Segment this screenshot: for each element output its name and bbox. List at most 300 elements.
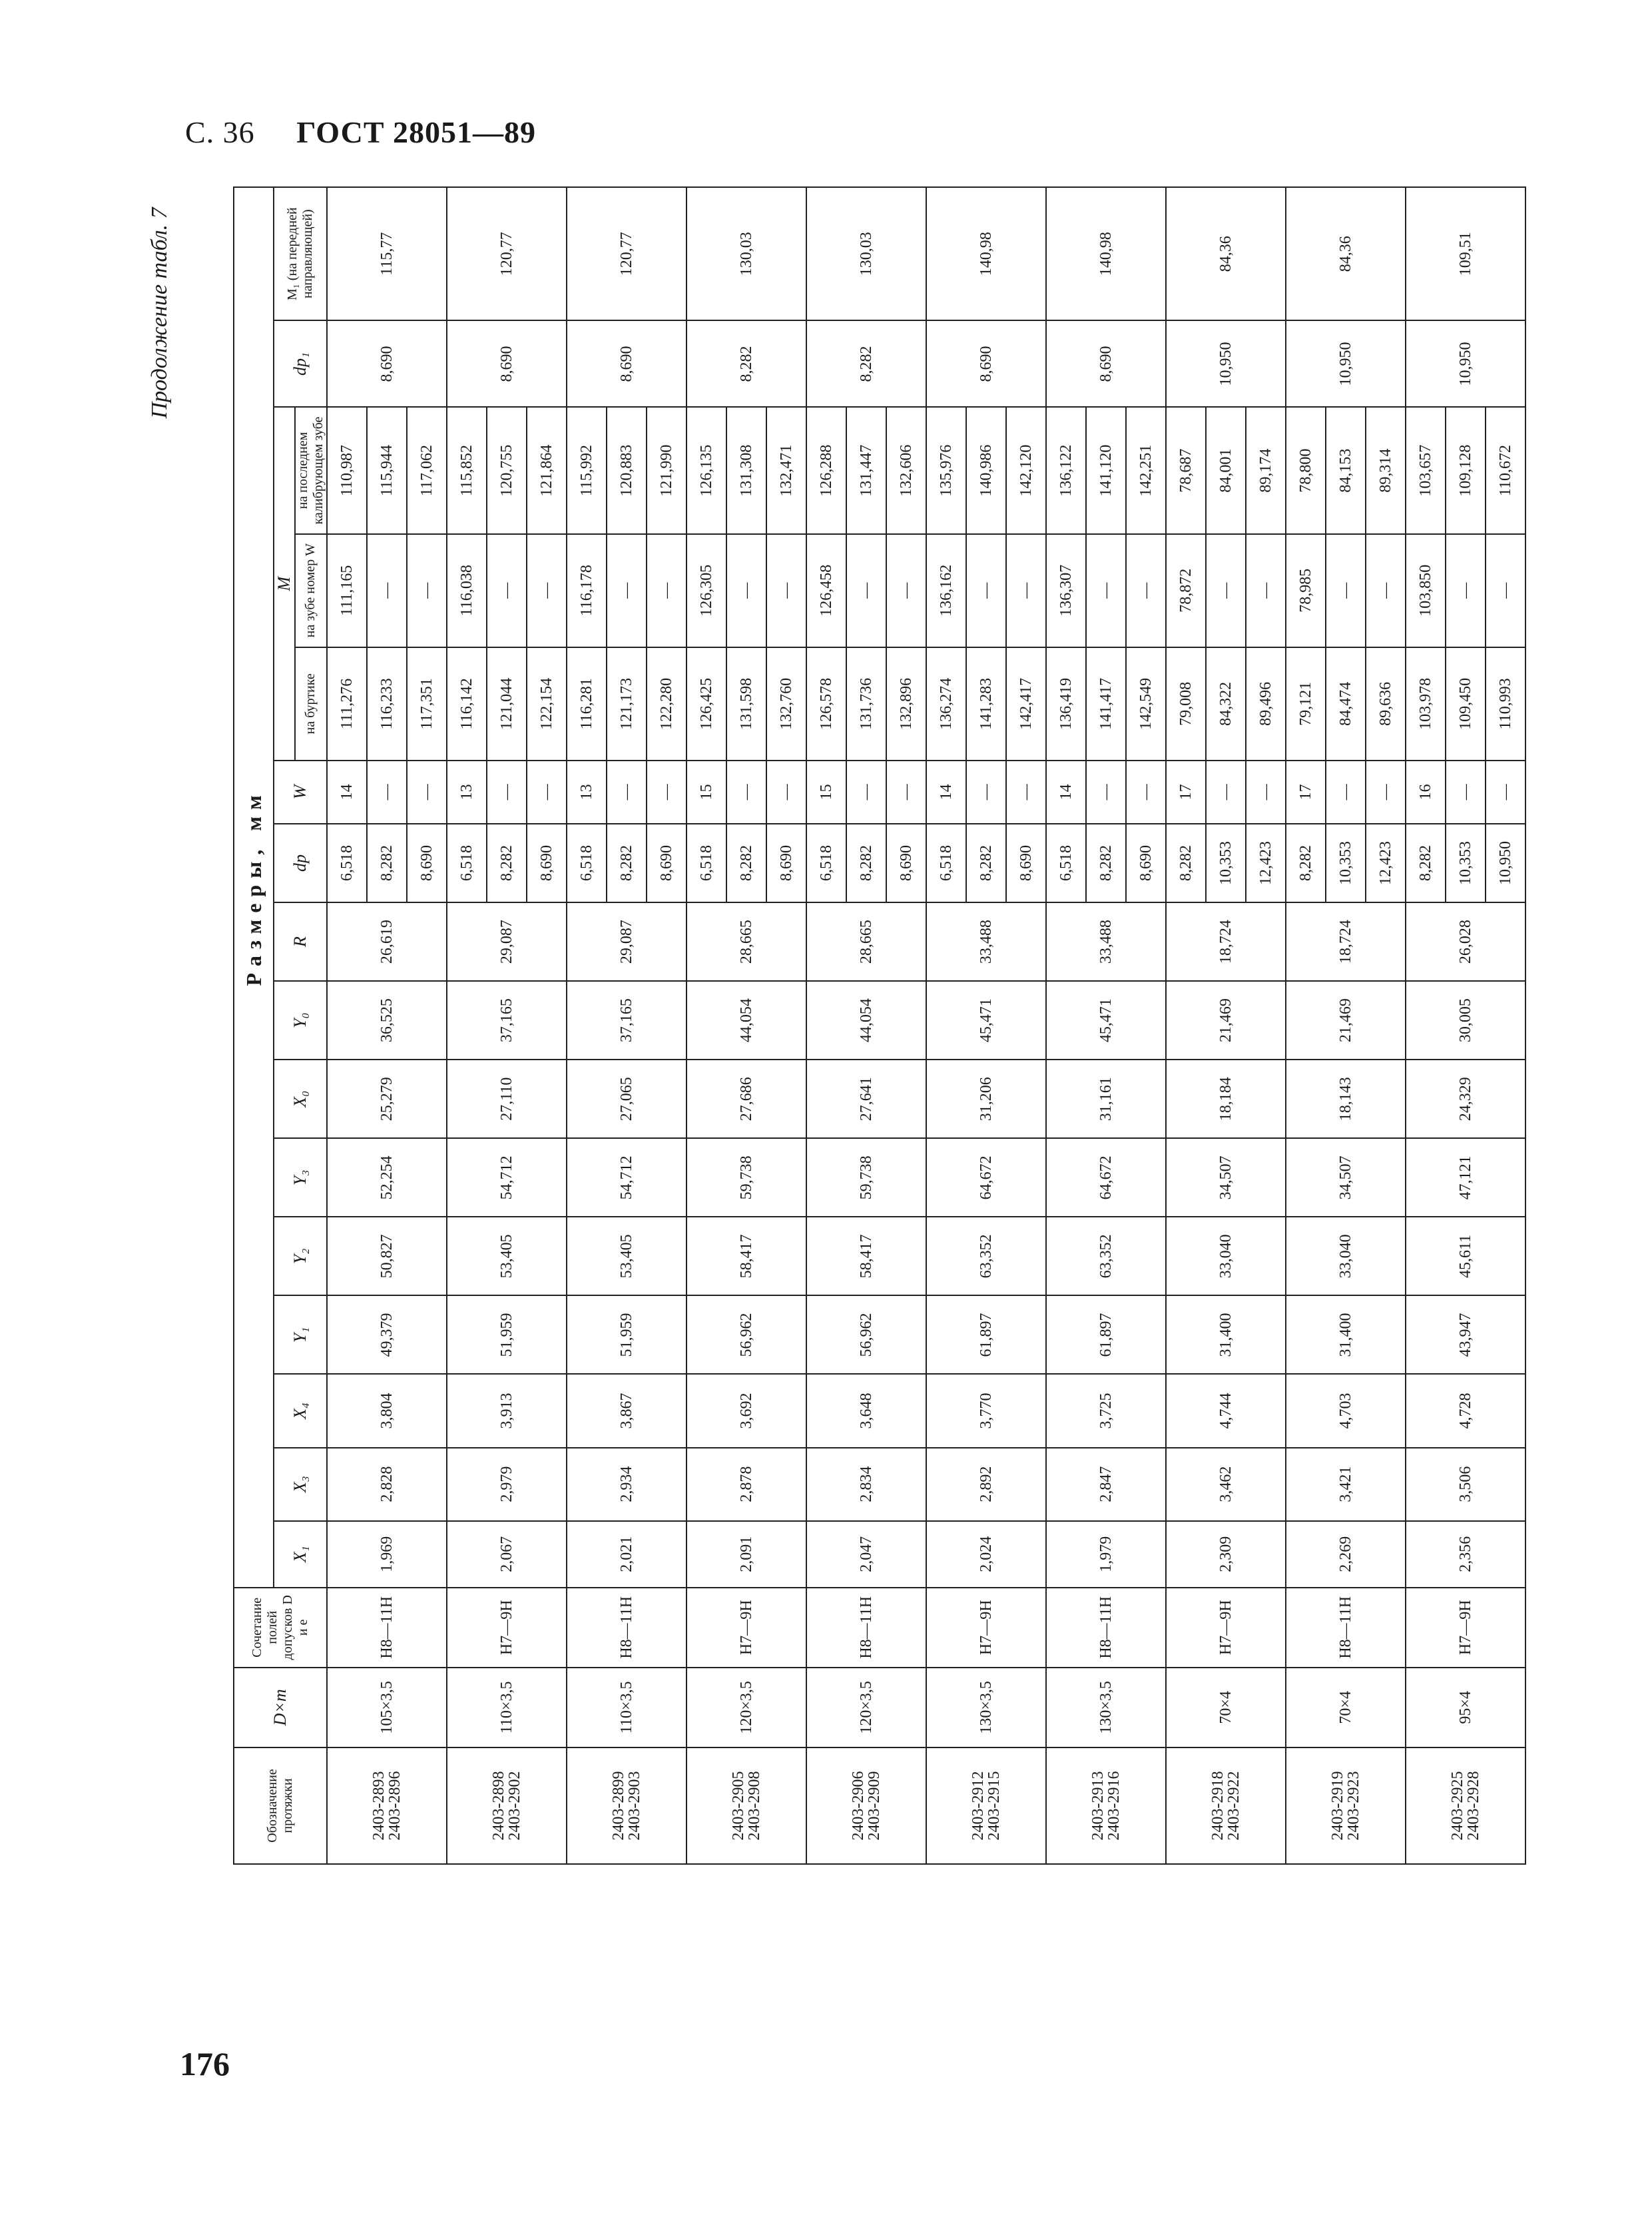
- w-cell: 17: [1286, 761, 1326, 824]
- designation-cell: 2403-2893 2403-2896: [327, 1747, 447, 1864]
- x4-cell: 3,804: [327, 1375, 447, 1448]
- table-row: [1286, 187, 1326, 1864]
- dp-cell: 8,690: [886, 824, 926, 902]
- x1-cell: 2,021: [567, 1521, 687, 1588]
- m-last-cell: 131,447: [846, 408, 886, 534]
- x3-cell: 2,847: [1046, 1448, 1166, 1521]
- header-page-label: С. 36: [185, 115, 255, 149]
- y2-header-text: Y₂: [290, 1248, 310, 1265]
- table-body: [327, 187, 1525, 1864]
- w-cell: —: [647, 761, 687, 824]
- w-cell: —: [1446, 761, 1486, 824]
- y1-cell: 51,959: [447, 1295, 567, 1374]
- w-cell: —: [1326, 761, 1366, 824]
- dp1-cell: 8,282: [687, 320, 806, 407]
- x3-cell: 2,934: [567, 1448, 687, 1521]
- m-tooth-cell: —: [1126, 534, 1166, 647]
- dp1-cell: 8,690: [327, 320, 447, 407]
- m-buttons-cell: 89,496: [1246, 647, 1286, 761]
- y3-cell: 47,121: [1406, 1138, 1525, 1217]
- m-last-cell: 132,471: [766, 408, 806, 534]
- m-buttons-cell: 109,450: [1446, 647, 1486, 761]
- x4-cell: 4,744: [1166, 1375, 1286, 1448]
- m-last-cell: 136,122: [1046, 408, 1086, 534]
- tolerance-cell: H7—9H: [1166, 1588, 1286, 1668]
- dp1-cell: 8,690: [567, 320, 687, 407]
- y3-cell: 34,507: [1286, 1138, 1406, 1217]
- dp-cell: 12,423: [1246, 824, 1286, 902]
- dxm-cell: 120×3,5: [687, 1668, 806, 1747]
- y2-cell: 58,417: [687, 1217, 806, 1295]
- r-cell: 28,665: [687, 902, 806, 981]
- designation-cell: 2403-2918 2403-2922: [1166, 1747, 1286, 1864]
- r-cell: 18,724: [1166, 902, 1286, 981]
- y3-cell: 54,712: [447, 1138, 567, 1217]
- designation-cell: 2403-2899 2403-2903: [567, 1747, 687, 1864]
- m-buttons-cell: 122,280: [647, 647, 687, 761]
- col-header-dp: [274, 824, 327, 902]
- dp-cell: 10,353: [1206, 824, 1246, 902]
- m-last-cell: 110,672: [1486, 408, 1525, 534]
- dxm-cell: 95×4: [1406, 1668, 1525, 1747]
- dp1-cell: 8,690: [926, 320, 1046, 407]
- m-buttons-cell: 136,274: [926, 647, 966, 761]
- col-header-tolerance: Сочетание полей допусков D и e: [234, 1588, 327, 1668]
- m-last-cell: 117,062: [407, 408, 447, 534]
- x3-cell: 2,892: [926, 1448, 1046, 1521]
- m-last-cell: 115,852: [447, 408, 487, 534]
- table-caption: Продолжение табл. 7: [147, 207, 172, 419]
- r-cell: 33,488: [1046, 902, 1166, 981]
- x1-cell: 2,067: [447, 1521, 567, 1588]
- m-last-cell: 142,251: [1126, 408, 1166, 534]
- col-header-m-buttons: на буртике: [295, 647, 327, 761]
- y0-cell: 21,469: [1166, 981, 1286, 1060]
- x3-cell: 3,506: [1406, 1448, 1525, 1521]
- y0-cell: 45,471: [926, 981, 1046, 1060]
- y0-cell: 45,471: [1046, 981, 1166, 1060]
- m-last-cell: 131,308: [726, 408, 766, 534]
- m-tooth-cell: 103,850: [1406, 534, 1446, 647]
- y3-cell: 59,738: [806, 1138, 926, 1217]
- x3-cell: 2,828: [327, 1448, 447, 1521]
- m-last-cell: 89,174: [1246, 408, 1286, 534]
- dp-cell: 6,518: [806, 824, 846, 902]
- y3-cell: 34,507: [1166, 1138, 1286, 1217]
- m1-cell: 115,77: [327, 187, 447, 320]
- r-cell: 28,665: [806, 902, 926, 981]
- y2-cell: 63,352: [926, 1217, 1046, 1295]
- dp-cell: 8,690: [527, 824, 567, 902]
- m-tooth-cell: 136,162: [926, 534, 966, 647]
- y1-cell: 61,897: [926, 1295, 1046, 1374]
- x1-cell: 1,969: [327, 1521, 447, 1588]
- r-cell: 29,087: [567, 902, 687, 981]
- m-tooth-cell: —: [1486, 534, 1525, 647]
- m-buttons-cell: 79,008: [1166, 647, 1206, 761]
- x1-cell: 2,356: [1406, 1521, 1525, 1588]
- dp-cell: 8,282: [607, 824, 647, 902]
- x4-cell: 4,728: [1406, 1375, 1525, 1448]
- x0-cell: 25,279: [327, 1060, 447, 1138]
- w-cell: 15: [687, 761, 726, 824]
- y2-cell: 33,040: [1166, 1217, 1286, 1295]
- m-last-cell: 142,120: [1006, 408, 1046, 534]
- y2-cell: 33,040: [1286, 1217, 1406, 1295]
- x0-cell: 24,329: [1406, 1060, 1525, 1138]
- m1-cell: 130,03: [806, 187, 926, 320]
- tolerance-cell: H7—9H: [926, 1588, 1046, 1668]
- y3-header-text: Y₃: [290, 1169, 310, 1186]
- m-last-cell: 84,153: [1326, 408, 1366, 534]
- w-cell: 17: [1166, 761, 1206, 824]
- m-buttons-cell: 131,736: [846, 647, 886, 761]
- m-tooth-cell: 116,038: [447, 534, 487, 647]
- m1-cell: 140,98: [1046, 187, 1166, 320]
- col-header-x0: [274, 1060, 327, 1138]
- dp-cell: 6,518: [447, 824, 487, 902]
- table-row: [447, 187, 487, 1864]
- y1-cell: 31,400: [1286, 1295, 1406, 1374]
- dp-cell: 8,282: [1166, 824, 1206, 902]
- y2-cell: 53,405: [447, 1217, 567, 1295]
- dp-cell: 8,690: [1006, 824, 1046, 902]
- x3-cell: 2,979: [447, 1448, 567, 1521]
- dxm-header-text: D×m: [270, 1689, 290, 1726]
- m-buttons-cell: 103,978: [1406, 647, 1446, 761]
- y2-cell: 45,611: [1406, 1217, 1525, 1295]
- m-last-cell: 126,135: [687, 408, 726, 534]
- x0-cell: 27,065: [567, 1060, 687, 1138]
- y0-header-text: Y₀: [290, 1012, 310, 1028]
- m-tooth-cell: —: [1326, 534, 1366, 647]
- x3-cell: 3,462: [1166, 1448, 1286, 1521]
- standard-number: ГОСТ 28051—89: [296, 115, 537, 149]
- y2-cell: 58,417: [806, 1217, 926, 1295]
- w-cell: —: [1366, 761, 1406, 824]
- w-cell: 14: [327, 761, 367, 824]
- x0-cell: 31,206: [926, 1060, 1046, 1138]
- m-last-cell: 140,986: [966, 408, 1006, 534]
- w-cell: —: [886, 761, 926, 824]
- designation-cell: 2403-2898 2403-2902: [447, 1747, 567, 1864]
- dp-cell: 8,282: [846, 824, 886, 902]
- dp-cell: 6,518: [687, 824, 726, 902]
- m-last-cell: 110,987: [327, 408, 367, 534]
- col-header-r: [274, 902, 327, 981]
- m-buttons-cell: 122,154: [527, 647, 567, 761]
- m-tooth-cell: —: [846, 534, 886, 647]
- col-header-y0: [274, 981, 327, 1060]
- x0-cell: 31,161: [1046, 1060, 1166, 1138]
- m-last-cell: 126,288: [806, 408, 846, 534]
- m-buttons-cell: 79,121: [1286, 647, 1326, 761]
- m-buttons-cell: 132,760: [766, 647, 806, 761]
- dp-cell: 8,690: [647, 824, 687, 902]
- dp-cell: 8,282: [1086, 824, 1126, 902]
- m-tooth-cell: —: [527, 534, 567, 647]
- y1-cell: 51,959: [567, 1295, 687, 1374]
- col-header-y3: [274, 1138, 327, 1217]
- y3-cell: 59,738: [687, 1138, 806, 1217]
- m-buttons-cell: 89,636: [1366, 647, 1406, 761]
- r-cell: 26,028: [1406, 902, 1525, 981]
- m-buttons-cell: 131,598: [726, 647, 766, 761]
- x4-cell: 3,725: [1046, 1375, 1166, 1448]
- dp-cell: 8,282: [726, 824, 766, 902]
- y2-cell: 53,405: [567, 1217, 687, 1295]
- y2-cell: 50,827: [327, 1217, 447, 1295]
- w-cell: —: [367, 761, 407, 824]
- m-tooth-cell: 136,307: [1046, 534, 1086, 647]
- w-cell: —: [1486, 761, 1525, 824]
- page-number: 176: [180, 2045, 230, 2082]
- m-last-cell: 78,687: [1166, 408, 1206, 534]
- m-tooth-cell: —: [1006, 534, 1046, 647]
- x0-cell: 27,110: [447, 1060, 567, 1138]
- designation-cell: 2403-2905 2403-2908: [687, 1747, 806, 1864]
- x1-header-text: X₁: [290, 1546, 310, 1563]
- m1-cell: 120,77: [567, 187, 687, 320]
- x1-cell: 2,091: [687, 1521, 806, 1588]
- y1-header-text: Y₁: [290, 1327, 310, 1343]
- m-last-cell: 115,992: [567, 408, 607, 534]
- w-cell: —: [766, 761, 806, 824]
- tolerance-cell: H8—11H: [1046, 1588, 1166, 1668]
- designation-cell: 2403-2913 2403-2916: [1046, 1747, 1166, 1864]
- y2-cell: 63,352: [1046, 1217, 1166, 1295]
- m-buttons-cell: 132,896: [886, 647, 926, 761]
- m-buttons-cell: 141,417: [1086, 647, 1126, 761]
- dp-cell: 10,353: [1326, 824, 1366, 902]
- dp-header-text: dp: [290, 854, 310, 872]
- w-cell: 13: [567, 761, 607, 824]
- table-row: [327, 187, 367, 1864]
- m-buttons-cell: 116,142: [447, 647, 487, 761]
- dp1-cell: 10,950: [1286, 320, 1406, 407]
- col-header-designation: Обозначение протяжки: [234, 1747, 327, 1864]
- m-buttons-cell: 110,993: [1486, 647, 1525, 761]
- m-tooth-cell: —: [407, 534, 447, 647]
- x4-cell: 3,913: [447, 1375, 567, 1448]
- tolerance-cell: H7—9H: [1406, 1588, 1525, 1668]
- w-cell: 13: [447, 761, 487, 824]
- col-header-dp1: [274, 320, 327, 407]
- x4-cell: 3,770: [926, 1375, 1046, 1448]
- table-title: Размеры, мм: [234, 187, 274, 1588]
- m-last-cell: 109,128: [1446, 408, 1486, 534]
- m-tooth-cell: —: [766, 534, 806, 647]
- y0-cell: 44,054: [687, 981, 806, 1060]
- m-last-cell: 121,990: [647, 408, 687, 534]
- dp1-cell: 10,950: [1166, 320, 1286, 407]
- r-header-text: R: [290, 936, 310, 948]
- m1-cell: 130,03: [687, 187, 806, 320]
- m-last-cell: 141,120: [1086, 408, 1126, 534]
- dxm-cell: 120×3,5: [806, 1668, 926, 1747]
- m-buttons-cell: 121,173: [607, 647, 647, 761]
- m-tooth-cell: —: [647, 534, 687, 647]
- r-cell: 26,619: [327, 902, 447, 981]
- m-tooth-cell: —: [1366, 534, 1406, 647]
- w-cell: —: [1086, 761, 1126, 824]
- table-row: [567, 187, 607, 1864]
- m-buttons-cell: 84,474: [1326, 647, 1366, 761]
- m-buttons-cell: 111,276: [327, 647, 367, 761]
- tolerance-cell: H7—9H: [447, 1588, 567, 1668]
- y1-cell: 43,947: [1406, 1295, 1525, 1374]
- tolerance-cell: H7—9H: [687, 1588, 806, 1668]
- y3-cell: 54,712: [567, 1138, 687, 1217]
- m-buttons-cell: 116,233: [367, 647, 407, 761]
- dp-cell: 10,950: [1486, 824, 1525, 902]
- x0-cell: 18,143: [1286, 1060, 1406, 1138]
- r-cell: 29,087: [447, 902, 567, 981]
- w-header-text: W: [290, 785, 310, 800]
- y0-cell: 30,005: [1406, 981, 1525, 1060]
- x4-cell: 3,648: [806, 1375, 926, 1448]
- m-buttons-cell: 126,425: [687, 647, 726, 761]
- m-buttons-cell: 116,281: [567, 647, 607, 761]
- y0-cell: 36,525: [327, 981, 447, 1060]
- w-cell: 15: [806, 761, 846, 824]
- dp1-cell: 8,282: [806, 320, 926, 407]
- dp-cell: 12,423: [1366, 824, 1406, 902]
- dp1-header-text: dp₁: [290, 352, 310, 376]
- m-last-cell: 135,976: [926, 408, 966, 534]
- dp-cell: 8,282: [367, 824, 407, 902]
- col-header-m-tooth: на зубе номер W: [295, 534, 327, 647]
- w-cell: —: [607, 761, 647, 824]
- m1-cell: 120,77: [447, 187, 567, 320]
- m-last-cell: 89,314: [1366, 408, 1406, 534]
- x4-cell: 3,867: [567, 1375, 687, 1448]
- y0-cell: 37,165: [447, 981, 567, 1060]
- designation-cell: 2403-2906 2403-2909: [806, 1747, 926, 1864]
- m-buttons-cell: 117,351: [407, 647, 447, 761]
- dp-cell: 8,282: [1406, 824, 1446, 902]
- dp1-cell: 8,690: [1046, 320, 1166, 407]
- w-cell: 14: [1046, 761, 1086, 824]
- dp-cell: 8,690: [407, 824, 447, 902]
- table-row: [1046, 187, 1086, 1864]
- x1-cell: 2,047: [806, 1521, 926, 1588]
- x1-cell: 2,269: [1286, 1521, 1406, 1588]
- dp-cell: 8,282: [966, 824, 1006, 902]
- designation-cell: 2403-2925 2403-2928: [1406, 1747, 1525, 1864]
- dxm-cell: 110×3,5: [567, 1668, 687, 1747]
- table-row: [1406, 187, 1446, 1864]
- x4-header-text: X₄: [290, 1403, 310, 1419]
- m-tooth-cell: 111,165: [327, 534, 367, 647]
- dp-cell: 8,282: [1286, 824, 1326, 902]
- m-last-cell: 115,944: [367, 408, 407, 534]
- m-last-cell: 120,755: [487, 408, 527, 534]
- col-header-x3: [274, 1448, 327, 1521]
- y1-cell: 61,897: [1046, 1295, 1166, 1374]
- x1-cell: 2,309: [1166, 1521, 1286, 1588]
- y3-cell: 64,672: [926, 1138, 1046, 1217]
- dp1-cell: 10,950: [1406, 320, 1525, 407]
- x0-cell: 27,641: [806, 1060, 926, 1138]
- dxm-cell: 110×3,5: [447, 1668, 567, 1747]
- x0-cell: 27,686: [687, 1060, 806, 1138]
- y3-cell: 64,672: [1046, 1138, 1166, 1217]
- designation-cell: 2403-2912 2403-2915: [926, 1747, 1046, 1864]
- w-cell: —: [1246, 761, 1286, 824]
- m1-cell: 84,36: [1286, 187, 1406, 320]
- rotated-table-wrapper: [233, 186, 1631, 1865]
- dp-cell: 8,690: [1126, 824, 1166, 902]
- w-cell: —: [1006, 761, 1046, 824]
- designation-cell: 2403-2919 2403-2923: [1286, 1747, 1406, 1864]
- x0-cell: 18,184: [1166, 1060, 1286, 1138]
- x3-cell: 2,834: [806, 1448, 926, 1521]
- m-group-header-text: M: [274, 576, 294, 591]
- dxm-cell: 105×3,5: [327, 1668, 447, 1747]
- m-tooth-cell: 126,305: [687, 534, 726, 647]
- x1-cell: 1,979: [1046, 1521, 1166, 1588]
- dp-cell: 6,518: [567, 824, 607, 902]
- m-buttons-cell: 142,417: [1006, 647, 1046, 761]
- x3-header-text: X₃: [290, 1476, 310, 1493]
- x3-cell: 2,878: [687, 1448, 806, 1521]
- m-last-cell: 84,001: [1206, 408, 1246, 534]
- x0-header-text: X₀: [290, 1090, 310, 1108]
- m1-cell: 84,36: [1166, 187, 1286, 320]
- dp-cell: 10,353: [1446, 824, 1486, 902]
- page-header: [185, 115, 536, 150]
- col-header-y1: [274, 1295, 327, 1374]
- y0-cell: 44,054: [806, 981, 926, 1060]
- m-tooth-cell: —: [1446, 534, 1486, 647]
- m-buttons-cell: 121,044: [487, 647, 527, 761]
- m-tooth-cell: —: [966, 534, 1006, 647]
- w-cell: —: [846, 761, 886, 824]
- y1-cell: 49,379: [327, 1295, 447, 1374]
- dp-cell: 8,690: [766, 824, 806, 902]
- m-last-cell: 132,606: [886, 408, 926, 534]
- dxm-cell: 70×4: [1286, 1668, 1406, 1747]
- col-header-dxm: [234, 1668, 327, 1747]
- col-header-y2: [274, 1217, 327, 1295]
- x4-cell: 4,703: [1286, 1375, 1406, 1448]
- col-header-m-last: на последнем калибрующем зубе: [295, 408, 327, 534]
- x3-cell: 3,421: [1286, 1448, 1406, 1521]
- m-tooth-cell: 78,985: [1286, 534, 1326, 647]
- m-buttons-cell: 141,283: [966, 647, 1006, 761]
- table-row: [926, 187, 966, 1864]
- y0-cell: 37,165: [567, 981, 687, 1060]
- dimensions-table: [233, 186, 1526, 1865]
- m-buttons-cell: 84,322: [1206, 647, 1246, 761]
- dp-cell: 6,518: [1046, 824, 1086, 902]
- tolerance-cell: H8—11H: [327, 1588, 447, 1668]
- m-tooth-cell: —: [886, 534, 926, 647]
- table-row: [806, 187, 846, 1864]
- dxm-cell: 70×4: [1166, 1668, 1286, 1747]
- m-tooth-cell: 126,458: [806, 534, 846, 647]
- x4-cell: 3,692: [687, 1375, 806, 1448]
- dp1-cell: 8,690: [447, 320, 567, 407]
- dp-cell: 6,518: [926, 824, 966, 902]
- y3-cell: 52,254: [327, 1138, 447, 1217]
- col-header-w: [274, 761, 327, 824]
- m-buttons-cell: 136,419: [1046, 647, 1086, 761]
- r-cell: 18,724: [1286, 902, 1406, 981]
- tolerance-cell: H8—11H: [567, 1588, 687, 1668]
- table-row: [687, 187, 726, 1864]
